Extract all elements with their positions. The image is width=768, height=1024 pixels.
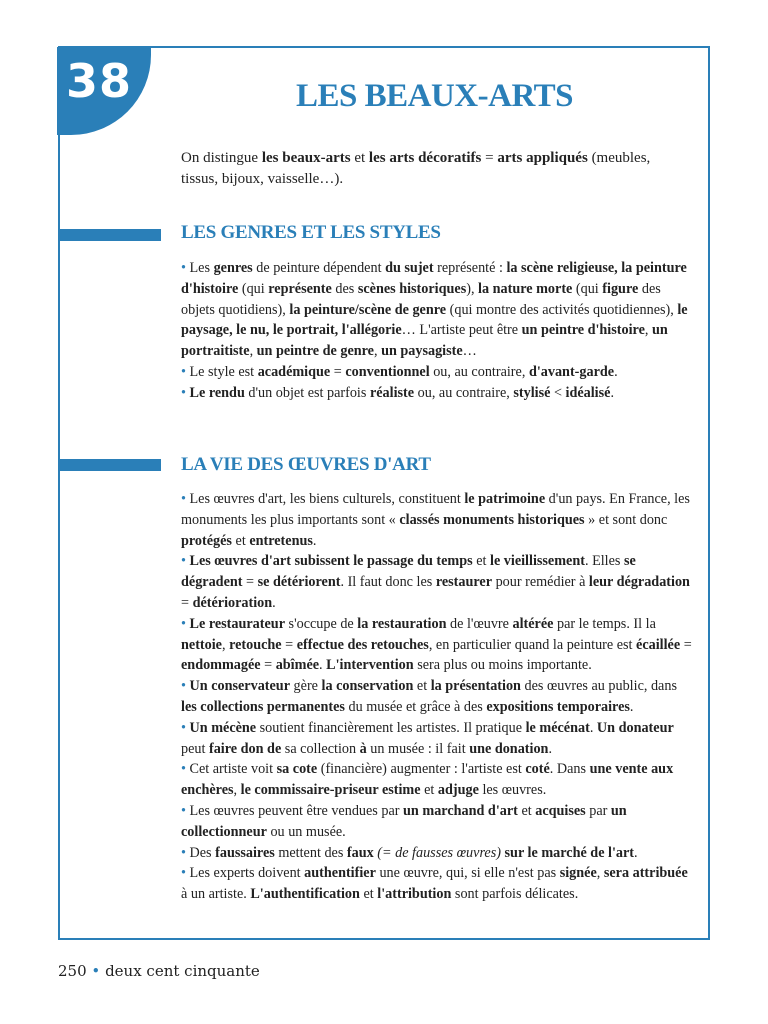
text-run: = <box>481 150 498 166</box>
bold-term: un portraitiste <box>181 322 668 360</box>
page-number-words: deux cent cinquante <box>105 962 260 980</box>
text-run: . Il faut donc les <box>340 574 436 591</box>
bold-term: le mécénat <box>525 719 590 736</box>
text-run: Les œuvres peuvent être vendues par <box>185 802 404 819</box>
text-run: (qui <box>238 280 269 297</box>
text-run: . <box>548 740 552 757</box>
text-run: du musée et grâce à des <box>344 698 487 715</box>
text-run: et <box>359 886 378 903</box>
text-run: mettent des <box>274 844 347 861</box>
bullet-paragraph <box>181 551 696 613</box>
bullet-paragraph <box>181 258 696 362</box>
bullet-dot: • <box>181 761 186 778</box>
bold-term: le patrimoine <box>464 491 546 507</box>
bold-term: se détériorent <box>257 574 341 591</box>
bullet-dot: • <box>181 553 186 570</box>
bold-term: la présentation <box>430 678 521 695</box>
bold-term: du sujet <box>385 260 434 276</box>
bold-term: retouche <box>229 636 282 653</box>
bold-term: nettoie <box>181 636 222 653</box>
bold-term: sur le marché de l'art <box>504 844 635 861</box>
text-run: , <box>221 636 230 653</box>
bold-term: Un conservateur <box>189 678 290 695</box>
bold-term: le paysage, le nu, le portrait, l'allégorie <box>181 301 688 339</box>
text-run: = <box>242 574 258 591</box>
text-run: , <box>596 865 604 882</box>
text-run: . <box>589 719 597 736</box>
bullet-dot: • <box>181 865 186 882</box>
text-run: < <box>550 384 566 401</box>
text-run: (qui <box>572 280 603 297</box>
bold-term: détérioration <box>192 594 273 611</box>
bold-term: acquises <box>535 802 586 819</box>
bold-term: un peintre d'histoire <box>521 322 645 339</box>
bold-term: Le restaurateur <box>189 615 285 632</box>
text-run: de peinture dépendent <box>252 260 386 276</box>
bullet-paragraph <box>181 489 696 551</box>
text-run: (qui montre des activités quotidiennes), <box>446 301 678 318</box>
text-run: et <box>231 532 250 549</box>
bold-term: entretenus <box>249 532 313 549</box>
text-run: et <box>420 782 438 799</box>
text-run: Les <box>185 260 214 276</box>
text-run: . <box>614 363 618 380</box>
text-run: gère <box>290 678 322 695</box>
text-run: représenté : <box>433 260 507 276</box>
text-run: ou, au contraire, <box>414 384 514 401</box>
bold-term: signée <box>559 865 597 882</box>
bold-term: altérée <box>512 615 554 632</box>
bullet-paragraph <box>181 801 696 843</box>
bold-term: Les œuvres d'art subissent le passage du temps <box>189 553 473 570</box>
section-title-genres: LES GENRES ET LES STYLES <box>181 222 441 243</box>
bold-term: authentifier <box>304 865 376 882</box>
bold-term: effectue des retouches <box>296 636 429 653</box>
bold-term: Le rendu <box>189 384 245 401</box>
bullet-paragraph <box>181 676 696 718</box>
bold-term: un paysagiste <box>381 343 463 360</box>
bullet-paragraph <box>181 614 696 676</box>
bullet-dot: • <box>181 363 186 380</box>
bold-term: une vente aux enchères <box>181 761 674 799</box>
text-run: sont parfois délicates. <box>451 886 579 903</box>
bold-term: la conservation <box>321 678 414 695</box>
section-body-vie <box>181 489 696 905</box>
text-run: par <box>585 802 611 819</box>
bullet-paragraph <box>181 759 696 801</box>
bold-term: adjuge <box>437 782 479 799</box>
text-run: par le temps. Il la <box>553 615 656 632</box>
text-run: Les experts doivent <box>185 865 305 882</box>
text-run: = <box>281 636 297 653</box>
text-run: ), <box>466 280 479 297</box>
bold-term: arts appliqués <box>497 150 588 166</box>
bold-term: classés monuments historiques <box>399 511 585 528</box>
text-run: . <box>634 844 638 861</box>
bold-term: expositions temporaires <box>486 698 630 715</box>
footer-bullet: • <box>91 962 101 980</box>
text-run: . <box>629 698 634 715</box>
bold-term: la nature morte <box>478 280 573 297</box>
bullet-dot: • <box>181 384 186 401</box>
bullet-dot: • <box>181 615 186 632</box>
bullet-dot: • <box>181 678 186 695</box>
bold-term: sera attribuée <box>603 865 688 882</box>
text-run: à un artiste. <box>181 886 251 903</box>
bullet-dot: • <box>181 719 186 736</box>
text-run: . <box>312 532 317 549</box>
bold-term: Un mécène <box>189 719 257 736</box>
page-number: 250 <box>58 962 87 980</box>
text-run: soutient financièrement les artistes. Il pratique <box>256 719 526 736</box>
text-run: et <box>517 802 536 819</box>
text-run: , <box>233 782 241 799</box>
bold-term: la peinture/scène de genre <box>289 301 447 318</box>
text-run: . <box>319 657 327 674</box>
text-run: et <box>350 150 369 166</box>
intro-paragraph <box>181 148 691 190</box>
text-run: et <box>413 678 431 695</box>
text-run: des œuvres au public, dans <box>520 678 677 695</box>
section-body-genres <box>181 258 696 404</box>
bullet-paragraph <box>181 718 696 760</box>
text-run: . Dans <box>549 761 590 778</box>
text-run: (meubles, tissus, bijoux, vaisselle…). <box>181 150 651 187</box>
bold-term: l'attribution <box>377 886 452 903</box>
bold-term: la scène religieuse, la peinture d'histoire <box>181 260 687 297</box>
bold-term: stylisé <box>513 384 551 401</box>
text-run: = <box>181 594 193 611</box>
text-run: = <box>260 657 276 674</box>
text-run: ou un musée. <box>266 823 346 840</box>
bold-term: restaurer <box>435 574 493 591</box>
bullet-paragraph <box>181 843 696 864</box>
bold-term: une donation <box>469 740 549 757</box>
bold-term: L'intervention <box>326 657 414 674</box>
italic-gloss: (= de fausses œuvres) <box>377 844 501 861</box>
bold-term: leur dégradation <box>588 574 690 591</box>
bold-term: le commissaire-priseur estime <box>240 782 421 799</box>
bold-term: idéalisé <box>565 384 611 401</box>
bold-term: conventionnel <box>345 363 430 380</box>
text-run: des objets quotidiens), <box>181 280 661 318</box>
text-run: Cet artiste voit <box>185 761 277 778</box>
bold-term: abîmée <box>275 657 320 674</box>
bold-term: les collections permanentes <box>181 698 345 715</box>
bold-term: un peintre de genre <box>256 343 374 360</box>
bold-term: académique <box>257 363 331 380</box>
bullet-dot: • <box>181 260 186 276</box>
text-run: ou, au contraire, <box>429 363 529 380</box>
text-run: sera plus ou moins importante. <box>413 657 592 674</box>
section-marker-bar <box>58 229 161 241</box>
text-run: sa collection <box>281 740 360 757</box>
bullet-paragraph <box>181 863 696 905</box>
bold-term: d'avant-garde <box>528 363 615 380</box>
text-run: d'un objet est parfois <box>244 384 370 401</box>
text-run: s'occupe de <box>285 615 358 632</box>
bold-term: faire don de <box>208 740 282 757</box>
text-run: un musée : il fait <box>366 740 470 757</box>
page-footer <box>58 962 260 980</box>
text-run: Les œuvres d'art, les biens culturels, constituent <box>185 491 465 507</box>
text-run: d'un pays. En France, les monuments les plus importants sont « <box>181 491 690 528</box>
bold-term: protégés <box>181 532 232 549</box>
text-run: de l'œuvre <box>446 615 513 632</box>
bullet-paragraph <box>181 362 696 383</box>
text-run: une œuvre, qui, si elle n'est pas <box>375 865 560 882</box>
bold-term: un marchand d'art <box>403 802 518 819</box>
bullet-dot: • <box>181 844 186 861</box>
bold-term: genres <box>213 260 253 276</box>
bold-term: endommagée <box>181 657 261 674</box>
text-run: les œuvres. <box>478 782 547 799</box>
text-run: . Elles <box>584 553 624 570</box>
bold-term: coté <box>525 761 550 778</box>
bold-term: L'authentification <box>250 886 360 903</box>
text-run: = <box>680 636 692 653</box>
bold-term: se dégradent <box>181 553 636 591</box>
bold-term: les arts décoratifs <box>368 150 482 166</box>
text-run: , en particulier quand la peinture est <box>428 636 637 653</box>
bold-term: faux <box>346 844 374 861</box>
bullet-dot: • <box>181 491 186 507</box>
text-run: , <box>373 343 382 360</box>
bold-term: réaliste <box>369 384 415 401</box>
text-run: (financière) augmenter : l'artiste est <box>317 761 526 778</box>
bold-term: figure <box>602 280 639 297</box>
bullet-paragraph <box>181 383 696 404</box>
text-run: peut <box>181 740 209 757</box>
text-run: et <box>472 553 490 570</box>
text-run: des <box>331 280 358 297</box>
text-run: On distingue <box>181 150 262 166</box>
bold-term: les beaux-arts <box>261 150 351 166</box>
text-run: Des <box>185 844 216 861</box>
text-run: , <box>249 343 257 360</box>
chapter-number: 38 <box>66 54 133 108</box>
text-run: = <box>330 363 346 380</box>
bold-term: la restauration <box>357 615 447 632</box>
bold-term: écaillée <box>636 636 681 653</box>
bold-term: un collectionneur <box>181 802 627 840</box>
bold-term: faussaires <box>215 844 275 861</box>
text-run: Le style est <box>185 363 258 380</box>
bold-term: à <box>359 740 367 757</box>
text-run: , <box>644 322 652 339</box>
bullet-dot: • <box>181 802 186 819</box>
section-marker-bar <box>58 459 161 471</box>
text-run: . <box>272 594 276 611</box>
bold-term: le vieillissement <box>490 553 585 570</box>
page-title: LES BEAUX-ARTS <box>296 78 573 114</box>
text-run: … <box>462 343 477 360</box>
bold-term: sa cote <box>276 761 318 778</box>
bold-term: représente <box>268 280 332 297</box>
bold-term: Un donateur <box>596 719 674 736</box>
bold-term: scènes historiques <box>357 280 467 297</box>
section-title-vie: LA VIE DES ŒUVRES D'ART <box>181 454 431 475</box>
text-run: . <box>610 384 614 401</box>
text-run: … L'artiste peut être <box>401 322 522 339</box>
text-run: pour remédier à <box>492 574 589 591</box>
text-run: » et sont donc <box>584 511 668 528</box>
